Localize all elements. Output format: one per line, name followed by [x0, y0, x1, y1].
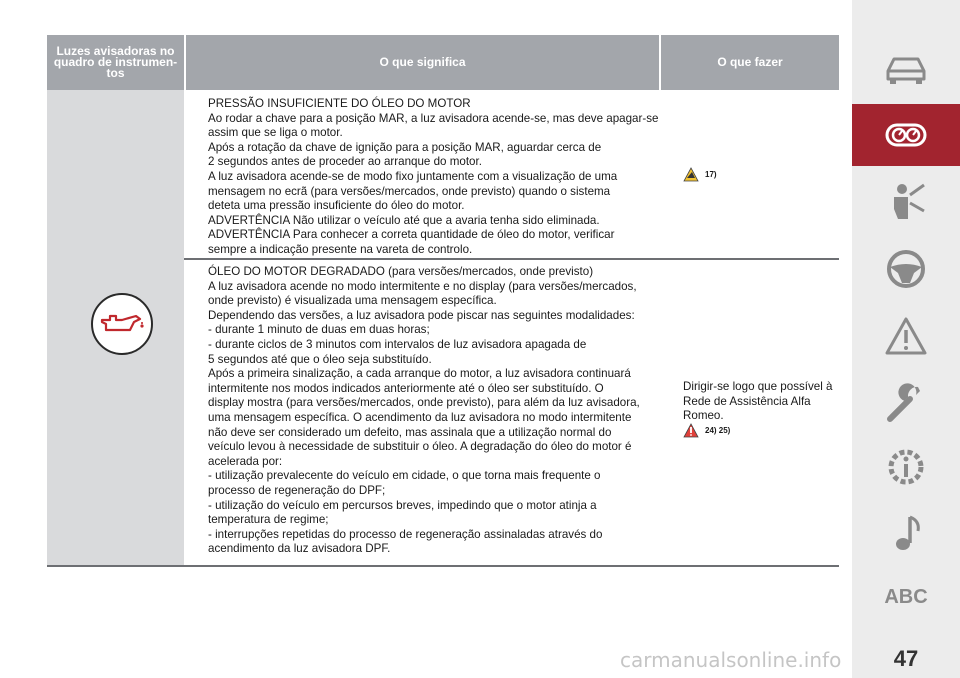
text-line: - utilização prevalecente do veículo em cidade, o que torna mais frequente o — [208, 469, 601, 483]
text-line: assim que se liga o motor. — [208, 126, 343, 140]
sidebar-item-dashboard[interactable] — [852, 104, 960, 166]
text-line: Ao rodar a chave para a posição MAR, a luz avisadora acende-se, mas deve apagar-se — [208, 111, 659, 125]
row2-reference: 24) 25) — [683, 423, 730, 438]
text-line: onde previsto) é visualizada uma mensagem específica. — [208, 294, 497, 308]
header-what-to-do: O que fazer — [659, 35, 839, 90]
info-gear-icon — [884, 445, 928, 489]
text-line: - utilização do veículo em percursos breves, impedindo que o motor atinja a — [208, 498, 597, 512]
text-line: não deve ser considerado um defeito, mas assinala que a utilização normal do — [208, 425, 612, 439]
row2-what-to-do: Dirigir-se logo que possível à Rede de Assistência Alfa Romeo. — [683, 380, 833, 423]
oil-can-icon — [91, 293, 153, 355]
sidebar-item-index[interactable]: ABC — [884, 586, 928, 608]
hazard-triangle-icon — [683, 167, 699, 182]
header-warning-lights: Luzes avisadoras no quadro de instrumen-tos — [47, 35, 184, 90]
wrench-icon — [884, 381, 928, 425]
text-line: temperatura de regime; — [208, 513, 329, 527]
text-line: 2 segundos antes de proceder ao arranque do motor. — [208, 155, 482, 169]
page-number: 47 — [893, 646, 919, 671]
text-line: A luz avisadora acende no modo intermitente e no display (para versões/mercados, — [208, 279, 637, 293]
sidebar-item-technical-data[interactable] — [852, 436, 960, 498]
music-note-icon — [884, 511, 928, 555]
sidebar-item-emergency[interactable] — [852, 306, 960, 368]
seat-belt-icon — [884, 181, 928, 225]
warning-icon — [884, 315, 928, 359]
text-line: display mostra (para versões/mercados, onde previsto), para além da luz avisadora, — [208, 396, 640, 410]
text-line: ADVERTÊNCIA Para conhecer a correta quantidade de óleo do motor, verificar — [208, 228, 615, 242]
row2-meaning-text — [208, 265, 658, 557]
text-line: deteta uma pressão insuficiente do óleo do motor. — [208, 199, 465, 213]
text-line: - durante ciclos de 3 minutos com intervalos de luz avisadora apagada de — [208, 337, 587, 351]
text-line: A luz avisadora acende-se de modo fixo juntamente com a visualização de uma — [208, 169, 618, 183]
header-meaning: O que significa — [184, 35, 659, 90]
watermark: carmanualsonline.info — [620, 648, 842, 672]
row1-reference: 17) — [683, 167, 717, 182]
row-divider — [184, 258, 839, 260]
text-line: - durante 1 minuto de duas em duas horas; — [208, 323, 430, 337]
text-line: Após a rotação da chave de ignição para a posição MAR, aguardar cerca de — [208, 140, 602, 154]
text-line: intermitente nos modos indicados anteriormente até o óleo ser substituído. O — [208, 381, 604, 395]
sidebar-item-driving[interactable] — [852, 238, 960, 300]
text-line: PRESSÃO INSUFICIENTE DO ÓLEO DO MOTOR — [208, 97, 471, 110]
text-line: ÓLEO DO MOTOR DEGRADADO (para versões/mercados, onde previsto) — [208, 265, 594, 278]
text-line: veículo levou à necessidade de substituir o óleo. A degradação do óleo do motor é — [208, 440, 632, 454]
text-line: acelerada por: — [208, 454, 283, 468]
steering-wheel-icon — [884, 247, 928, 291]
hazard-triangle-icon — [683, 423, 699, 438]
sidebar-item-multimedia[interactable] — [852, 502, 960, 564]
sidebar-item-safety[interactable] — [852, 172, 960, 234]
text-line: processo de regeneração do DPF; — [208, 483, 386, 497]
car-icon — [884, 47, 928, 91]
sidebar-item-car[interactable] — [852, 38, 960, 100]
text-line: 5 segundos até que o óleo seja substituído. — [208, 352, 432, 366]
sidebar-item-maintenance[interactable] — [852, 372, 960, 434]
text-line: mensagem no ecrã (para versões/mercados, onde previsto) quando o sistema — [208, 184, 611, 198]
table-bottom-border — [47, 565, 839, 567]
row1-meaning-text — [208, 97, 658, 258]
text-line: uma mensagem específica. O acendimento da luz avisadora no modo intermitente — [208, 410, 632, 424]
text-line: ADVERTÊNCIA Não utilizar o veículo até que a avaria tenha sido eliminada. — [208, 213, 600, 227]
text-line: sempre a indicação presente na vareta de controlo. — [208, 242, 473, 256]
text-line: - interrupções repetidas do processo de regeneração assinaladas através do — [208, 527, 603, 541]
text-line: acendimento da luz avisadora DPF. — [208, 542, 391, 556]
text-line: Após a primeira sinalização, a cada arranque do motor, a luz avisadora continuará — [208, 367, 631, 381]
dashboard-icon — [884, 113, 928, 157]
text-line: Dependendo das versões, a luz avisadora pode piscar nas seguintes modalidades: — [208, 308, 635, 322]
